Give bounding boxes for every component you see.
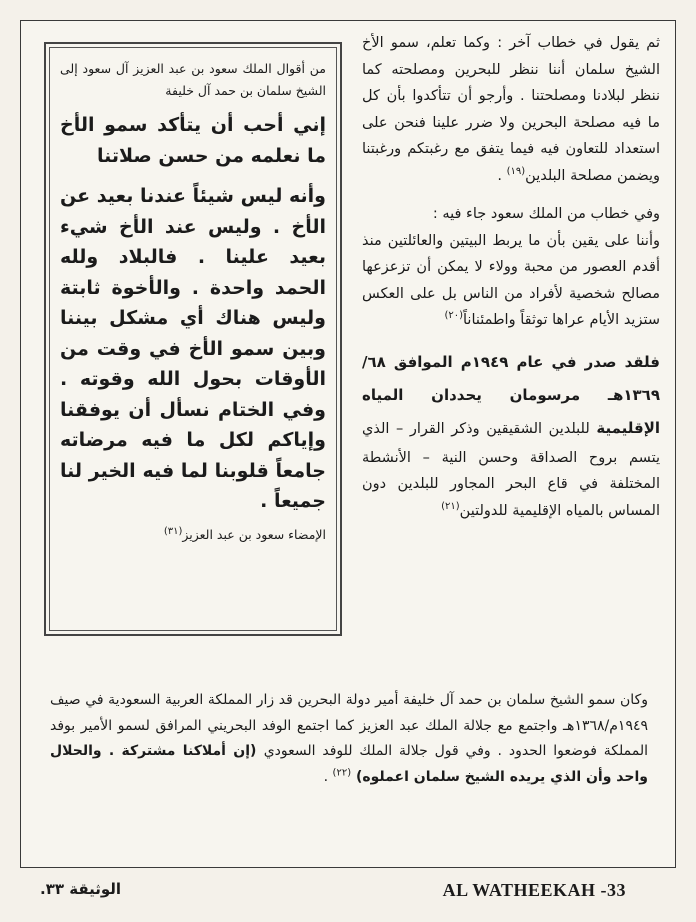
footnote-ref: (٢٠) <box>444 310 464 322</box>
quoted-bold-text: (إن أملاكنا مشتركة . والحلال واحد وأن الذي يريده الشيخ سلمان اعملوه) <box>50 743 648 785</box>
paragraph-letter-1 <box>362 30 660 189</box>
sidebar-quote-1: إني أحب أن يتأكد سمو الأخ ما نعلمه من حسن صلاتنا <box>60 114 326 167</box>
punctuation: . <box>497 167 507 184</box>
paragraph-decree <box>362 346 660 525</box>
bottom-paragraph-text <box>50 688 648 790</box>
sidebar-quote-2: وأنه ليس شيئاً عندنا بعيد عن الأخ . وليس عند الأخ شيء بعيد علينا . فالبلاد ولله الحمد واحدة . والأخوة ثابتة وليس هناك أي مشكل بيننا وبين سمو الأخ في وقت من الأوقات بحول الله وقوته . وفي الختام نسأل أن يوفقنا وإياكم لكل ما فيه مرضاته جامعاً قلوبنا لما فيه الخير لنا جميعاً . <box>60 185 326 512</box>
footer-magazine-arabic: الوثيقة ٣٣. <box>40 880 122 898</box>
sidebar-intro: من أقوال الملك سعود بن عبد العزيز آل سعود إلى الشيخ سلمان بن حمد آل خليفة <box>60 61 326 98</box>
quote-sidebar <box>44 42 342 636</box>
footnote-ref: (١٩) <box>506 165 526 177</box>
paragraph-text: وكان سمو الشيخ سلمان بن حمد آل خليفة أمير دولة البحرين قد زار المملكة العربية السعودية في صيف ١٩٤٩م/١٣٦٨هـ واجتمع مع جلالة الملك عبد العزيز كما اجتمع الوفد البحريني المرافق لسمو الأمير بوفد المملكة فوضعوا الحدود . وفي قول جلالة الملك للوفد السعودي <box>50 692 649 759</box>
paragraph-letter-2 <box>362 201 660 334</box>
footnote-ref: (٣١) <box>163 525 183 537</box>
paragraph-intro: وفي خطاب من الملك سعود جاء فيه : <box>432 206 660 222</box>
footnote-ref: (٢٢) <box>332 766 352 778</box>
page-footer <box>0 876 696 916</box>
punctuation: . <box>323 768 333 785</box>
signature-text: الإمضاء سعود بن عبد العزيز <box>182 526 326 542</box>
footnote-ref: (٢١) <box>441 500 460 512</box>
paragraph-text: ثم يقول في خطاب آخر : وكما تعلم، سمو الأخ الشيخ سلمان أننا ننظر للبحرين ومصلحته كما ننظر لبلادنا ومصلحتنا . وأرجو أن تتأكدوا بأن كل ما فيه مصلحة البحرين ولا ضرر علينا فنحن على استعداد للتعاون فيه فيما يتفق مع رغبتكم ورغبتنا ويضمن مصلحة البلدين <box>362 35 660 184</box>
paragraph-lead-bold: فلقد صدر في عام ١٩٤٩م الموافق ٦٨/ ١٣٦٩هـ مرسومان يحددان المياه الإقليمية <box>362 352 661 437</box>
footer-magazine-english: AL WATHEEKAH -33 <box>442 880 626 900</box>
article-column <box>362 30 660 524</box>
quote-sidebar-inner <box>49 47 337 631</box>
paragraph-text: للبلدين الشقيقين وذكر القرار – الذي يتسم بروح الصداقة وحسن النية – الأنشطة المختلفة في قاع البحر المجاور للبلدين دون المساس بالمياه الإقليمية للدولتين <box>362 420 660 519</box>
sidebar-signature <box>60 525 326 545</box>
bottom-paragraph <box>50 688 648 790</box>
paragraph-text: وأننا على يقين بأن ما يربط البيتين والعائلتين منذ أقدم العصور من محبة وولاء لا يمكن أن تزعزعها مصالح شخصية لأفراد من الناس بل على العكس ستزيد الأيام عراها توثقاً واطمئناناً <box>362 232 660 328</box>
